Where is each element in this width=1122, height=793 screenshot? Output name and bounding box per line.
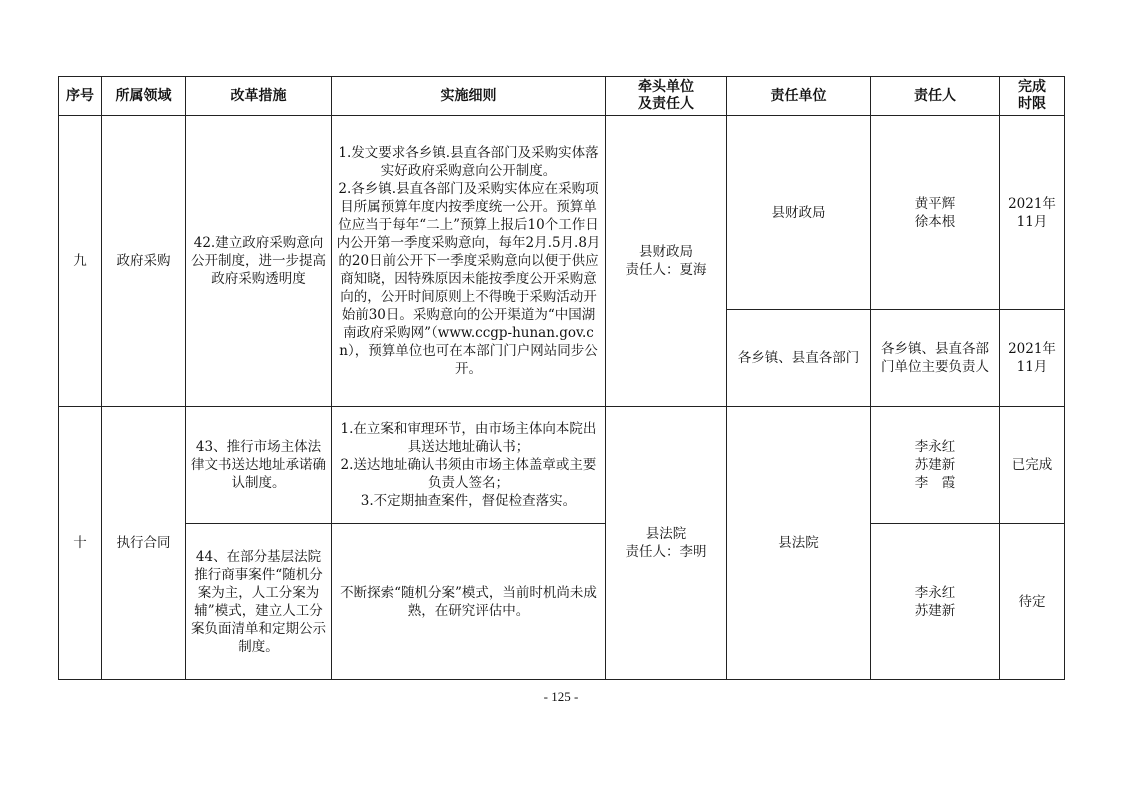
header-domain: 所属领域 [102,77,186,116]
section9-person-2: 各乡镇、县直各部门单位主要负责人 [871,310,1000,407]
header-lead: 牵头单位 及责任人 [606,77,727,116]
section10-deadline-1: 已完成 [1000,407,1065,524]
section9-unit-2: 各乡镇、县直各部门 [727,310,871,407]
section10-person-1: 李永红 苏建新 李 霞 [871,407,1000,524]
table-row [59,407,1065,524]
header-no: 序号 [59,77,102,116]
section10-detail-2: 不断探索“随机分案”模式，当前时机尚未成熟，在研究评估中。 [332,524,606,680]
section10-person-2: 李永红 苏建新 [871,524,1000,680]
section10-detail-1: 1.在立案和审理环节，由市场主体向本院出具送达地址确认书； 2.送达地址确认书须由市场主体盖章或主要负责人签名； 3.不定期抽查案件，督促检查落实。 [332,407,606,524]
section10-measure-1: 43、推行市场主体法律文书送达地址承诺确认制度。 [186,407,332,524]
section9-deadline-1: 2021年 11月 [1000,116,1065,310]
header-measure: 改革措施 [186,77,332,116]
section9-lead: 县财政局 责任人：夏海 [606,116,727,407]
header-unit: 责任单位 [727,77,871,116]
section10-domain: 执行合同 [102,407,186,680]
header-row [59,77,1065,116]
header-detail: 实施细则 [332,77,606,116]
section10-measure-2: 44、在部分基层法院推行商事案件“随机分案为主，人工分案为辅”模式，建立人工分案负面清单和定期公示制度。 [186,524,332,680]
section10-unit: 县法院 [727,407,871,680]
header-deadline: 完成 时限 [1000,77,1065,116]
section9-no: 九 [59,116,102,407]
section10-lead: 县法院 责任人：李明 [606,407,727,680]
section9-unit-1: 县财政局 [727,116,871,310]
table-row [59,116,1065,310]
section9-deadline-2: 2021年 11月 [1000,310,1065,407]
section9-domain: 政府采购 [102,116,186,407]
section10-deadline-2: 待定 [1000,524,1065,680]
section10-no: 十 [59,407,102,680]
header-person: 责任人 [871,77,1000,116]
section9-measure: 42.建立政府采购意向公开制度，进一步提高政府采购透明度 [186,116,332,407]
table-row [59,524,1065,680]
page-number: - 125 - [543,689,579,704]
section9-detail: 1.发文要求各乡镇.县直各部门及采购实体落实好政府采购意向公开制度。 2.各乡镇.县直各部门及采购实体应在采购项目所属预算年度内按季度统一公开。预算单位应当于每年“二上”预算上报后10个工作日内公开第一季度采购意向，每年2月.5月.8月的20日前公开下一季度采购意向以便于供应商知晓，因特殊原因未能按季度公开采购意向的，公开时间原则上不得晚于采购活动开始前30日。采购意向的公开渠道为“中国湖南政府采购网”（www.ccgp-hunan.gov.cn），预算单位也可在本部门门户网站同步公开。 [332,116,606,407]
section9-person-1: 黄平辉 徐本根 [871,116,1000,310]
reform-measures-table [58,76,1065,680]
